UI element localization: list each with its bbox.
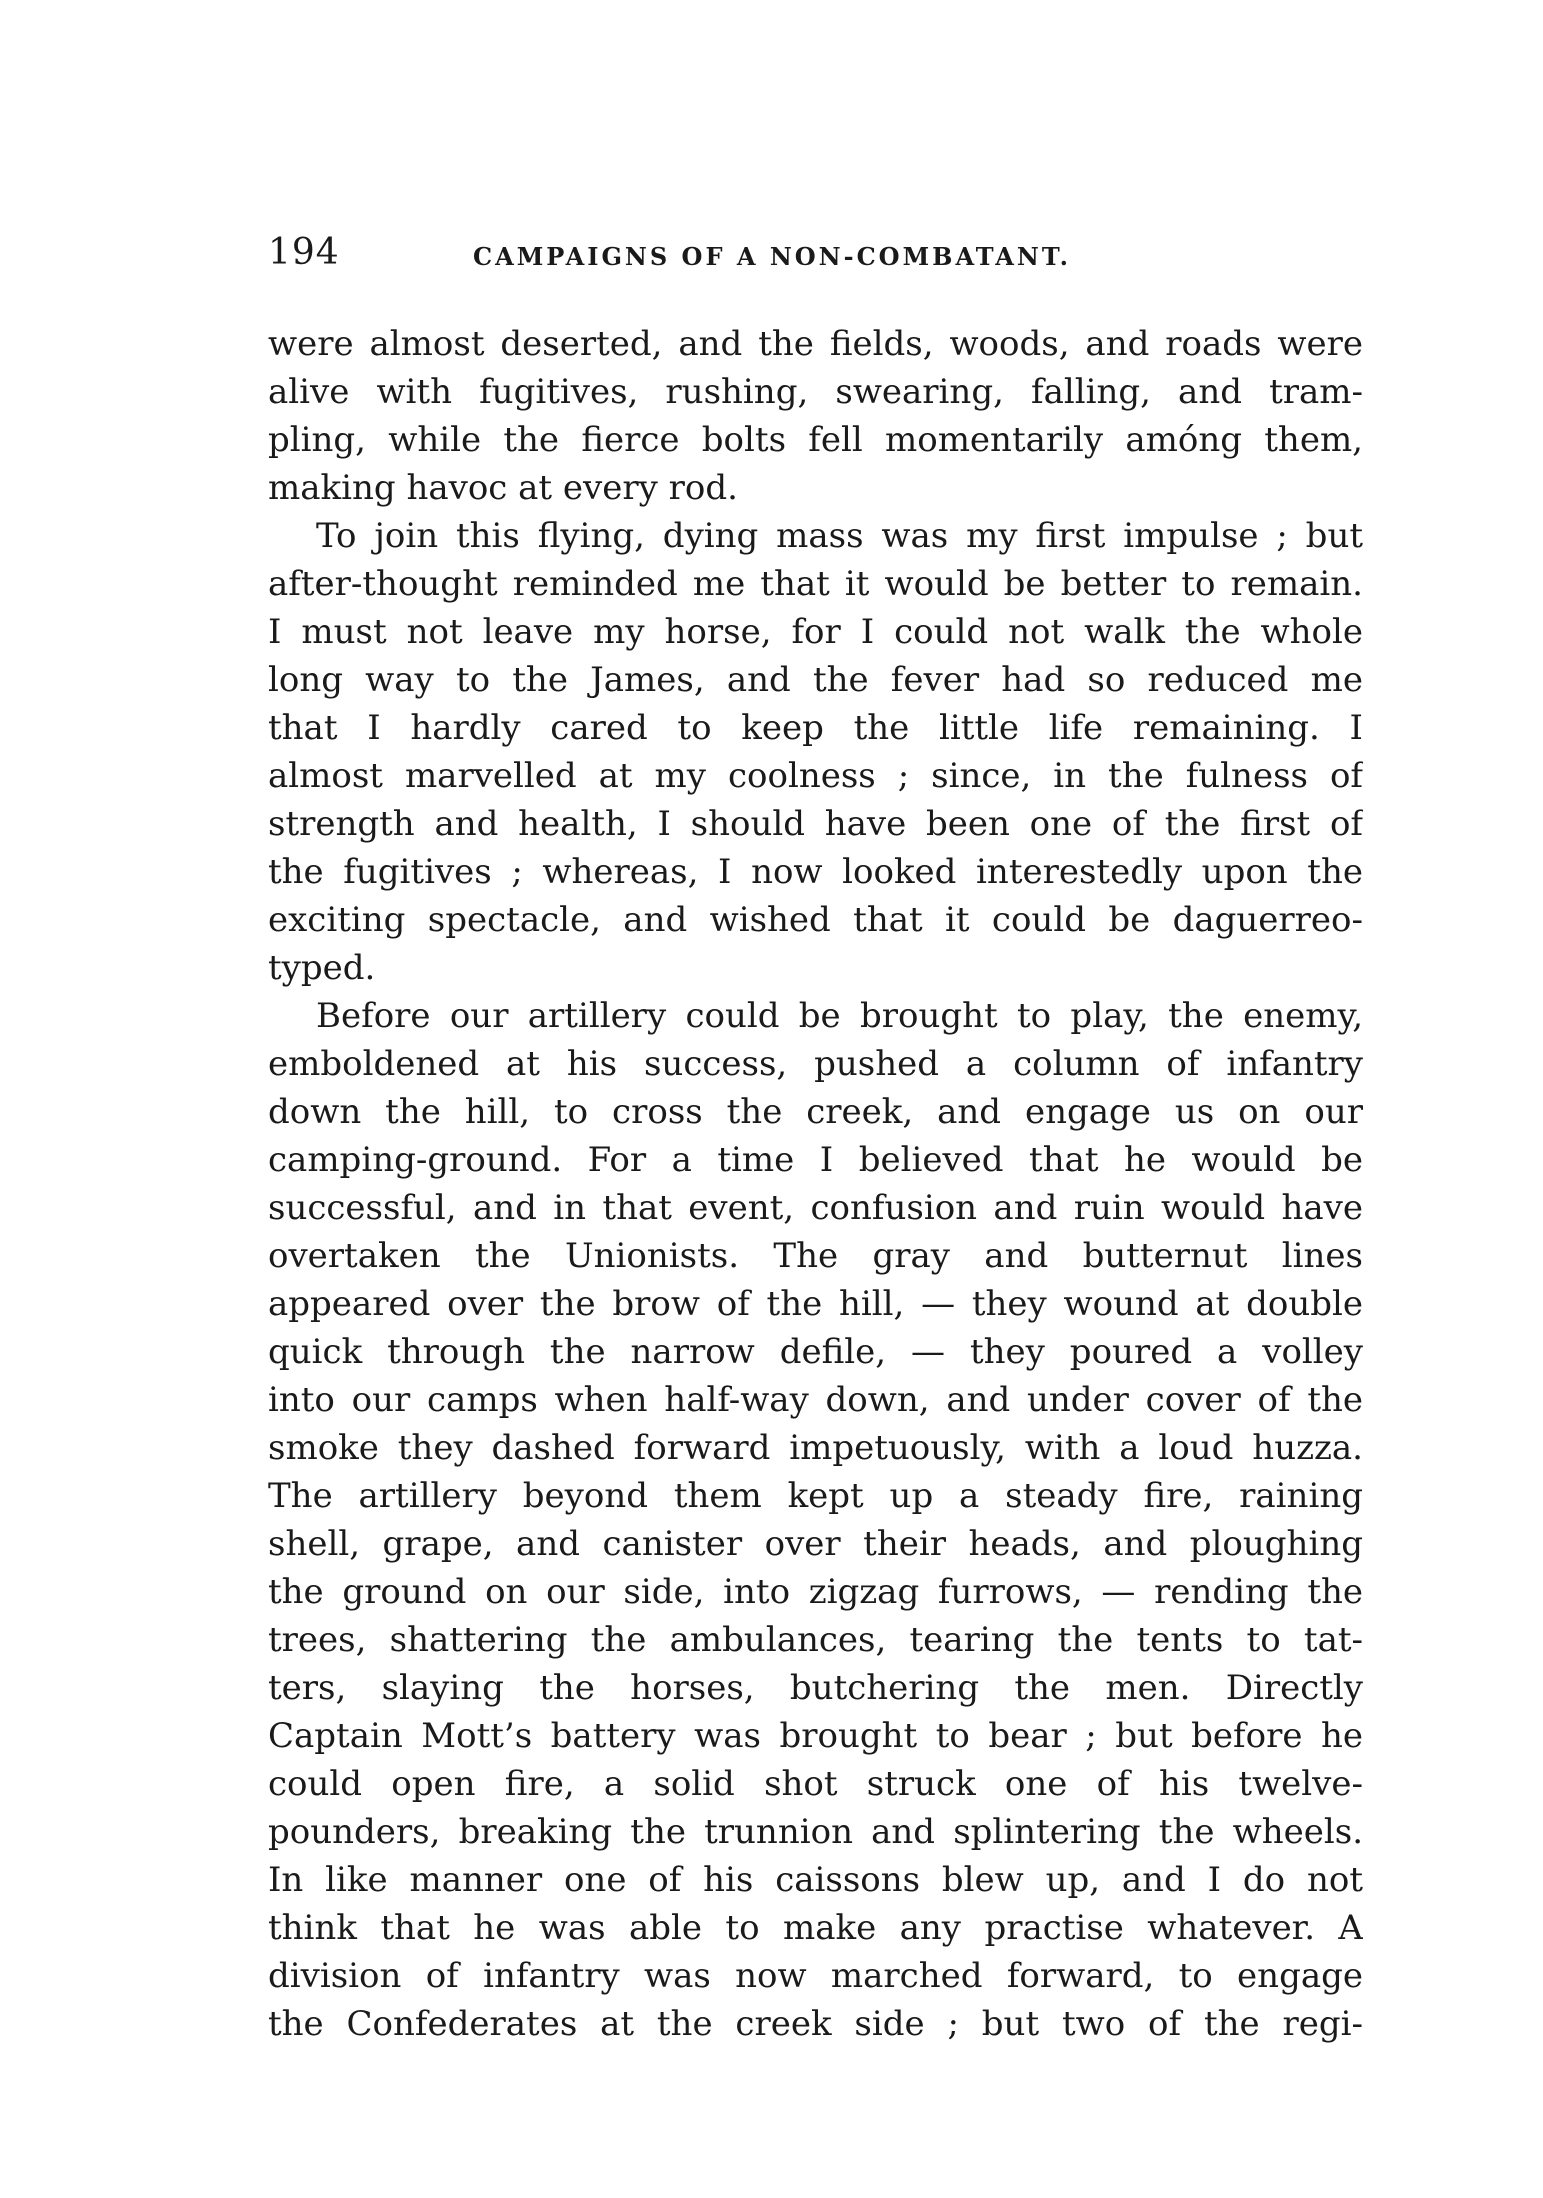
text-line: long way to the James, and the fever had so reduced me [268, 660, 1363, 700]
text-line: successful, and in that event, confusion and ruin would have [268, 1188, 1363, 1228]
text-line: making havoc at every rod. [268, 468, 738, 508]
text-line: camping-ground. For a time I believed that he would be [268, 1140, 1363, 1180]
page-body [268, 320, 1363, 2048]
text-line: pounders, breaking the trunnion and splintering the wheels. [268, 1812, 1363, 1852]
text-line: The artillery beyond them kept up a steady fire, raining [268, 1476, 1363, 1516]
page-number: 194 [268, 232, 340, 273]
text-line: Before our artillery could be brought to play, the enemy, [316, 996, 1363, 1036]
text-line: division of infantry was now marched forward, to engage [268, 1956, 1363, 1996]
text-line: into our camps when half-way down, and under cover of the [268, 1380, 1363, 1420]
text-line: I must not leave my horse, for I could not walk the whole [268, 612, 1363, 652]
text-line: could open fire, a solid shot struck one of his twelve- [268, 1764, 1363, 1804]
text-line: emboldened at his success, pushed a column of infantry [268, 1044, 1363, 1084]
text-line: were almost deserted, and the fields, woods, and roads were [268, 324, 1363, 364]
page-header [268, 232, 1363, 282]
text-line: shell, grape, and canister over their heads, and ploughing [268, 1524, 1363, 1564]
text-line: the ground on our side, into zigzag furrows, — rending the [268, 1572, 1363, 1612]
running-title: CAMPAIGNS OF A NON-COMBATANT. [473, 242, 1071, 271]
text-line: think that he was able to make any practise whatever. A [268, 1908, 1363, 1948]
text-line: down the hill, to cross the creek, and engage us on our [268, 1092, 1363, 1132]
text-line: In like manner one of his caissons blew up, and I do not [268, 1860, 1363, 1900]
text-line: exciting spectacle, and wished that it could be daguerreo- [268, 900, 1363, 940]
text-line: pling, while the fierce bolts fell momentarily amóng them, [268, 420, 1363, 460]
text-line: quick through the narrow defile, — they poured a volley [268, 1332, 1363, 1372]
text-line: appeared over the brow of the hill, — they wound at double [268, 1284, 1363, 1324]
text-line: after-thought reminded me that it would be better to remain. [268, 564, 1363, 604]
text-line: ters, slaying the horses, butchering the men. Directly [268, 1668, 1363, 1708]
text-line: Captain Mott’s battery was brought to bear ; but before he [268, 1716, 1363, 1756]
text-line: typed. [268, 948, 376, 988]
text-line: trees, shattering the ambulances, tearing the tents to tat- [268, 1620, 1363, 1660]
text-line: overtaken the Unionists. The gray and butternut lines [268, 1236, 1363, 1276]
text-line: strength and health, I should have been one of the first of [268, 804, 1363, 844]
text-line: To join this flying, dying mass was my first impulse ; but [316, 516, 1363, 556]
text-line: alive with fugitives, rushing, swearing, falling, and tram- [268, 372, 1363, 412]
text-line: the fugitives ; whereas, I now looked interestedly upon the [268, 852, 1363, 892]
text-line: smoke they dashed forward impetuously, with a loud huzza. [268, 1428, 1363, 1468]
text-line: the Confederates at the creek side ; but two of the regi- [268, 2004, 1363, 2044]
text-line: that I hardly cared to keep the little life remaining. I [268, 708, 1363, 748]
text-line: almost marvelled at my coolness ; since, in the fulness of [268, 756, 1363, 796]
